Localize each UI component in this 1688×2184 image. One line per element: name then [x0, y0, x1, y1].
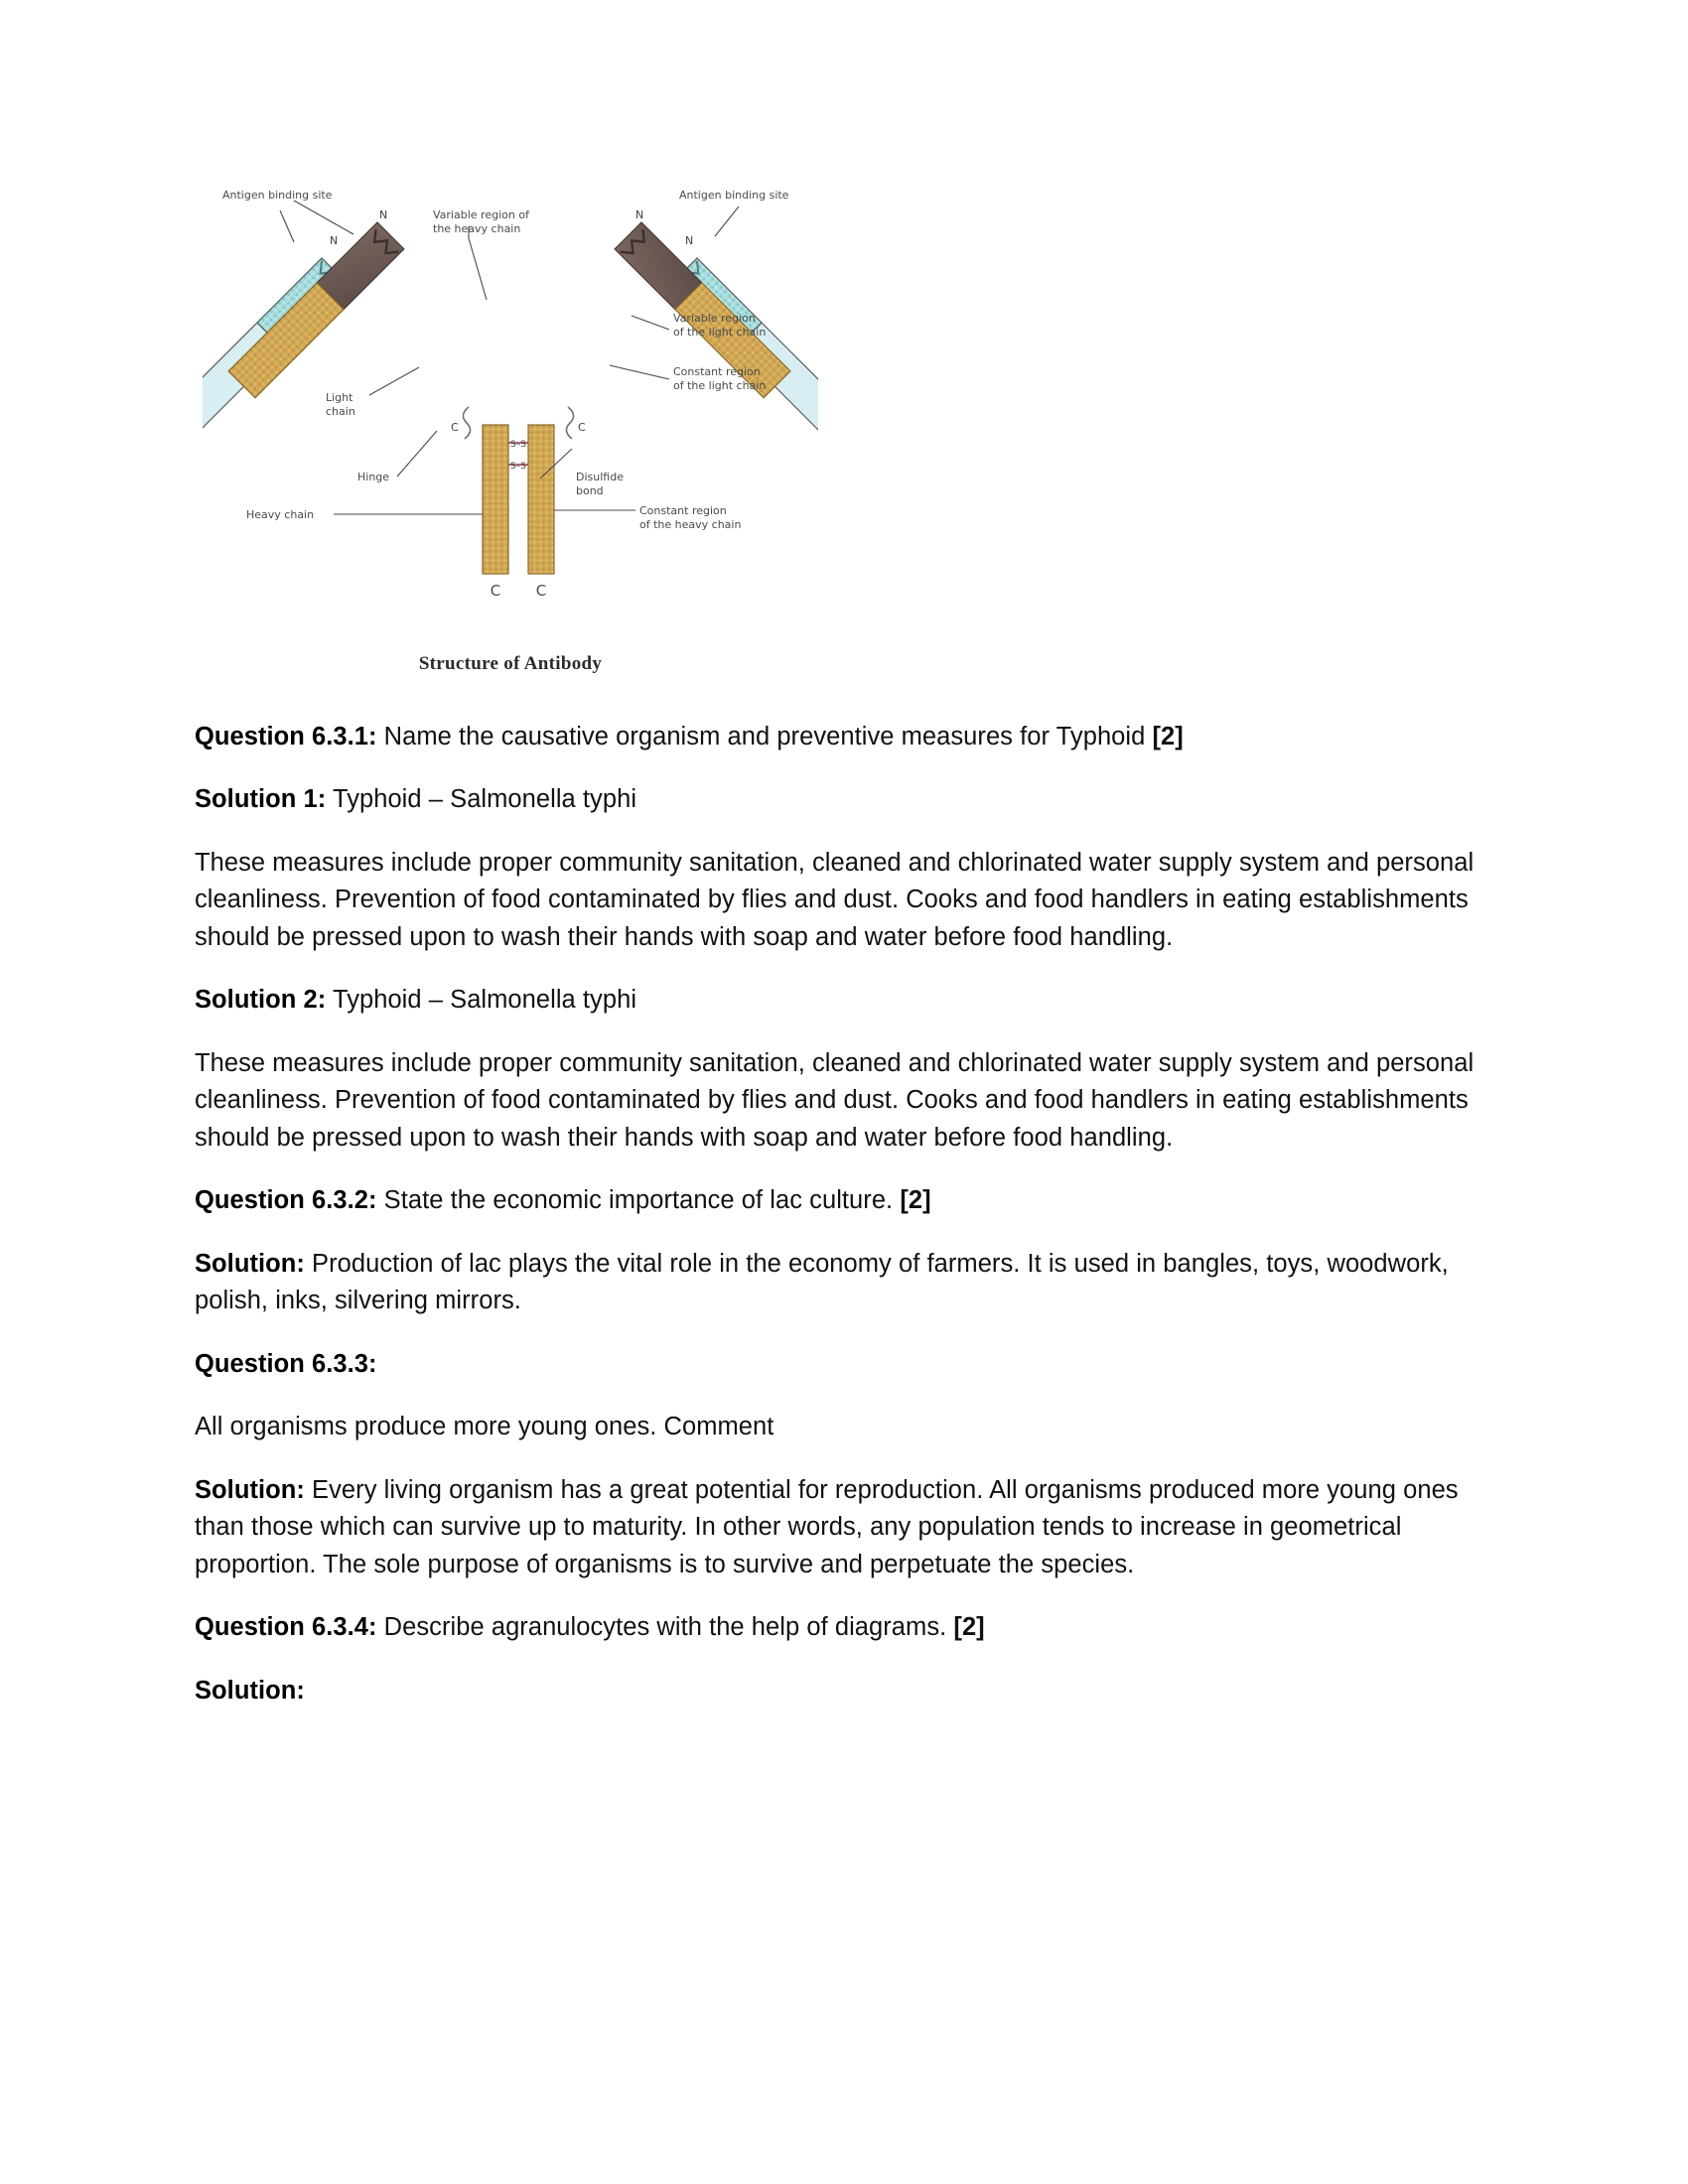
question-6-3-3-body: All organisms produce more young ones. Comment [195, 1413, 774, 1441]
solution-2-text: Typhoid – Salmonella typhi [326, 986, 637, 1015]
label-constant-light-line1: Constant region [673, 365, 761, 378]
c-terminus-light-left: C [451, 421, 459, 434]
question-6-3-4 [195, 1609, 1485, 1646]
label-disulfide-line1: Disulfide [576, 471, 624, 483]
label-antigen-binding-site-left: Antigen binding site [222, 189, 333, 202]
question-6-3-1-text: Name the causative organism and preventive measures for Typhoid [376, 723, 1153, 751]
label-disulfide-line2: bond [576, 484, 604, 497]
figure-caption: Structure of Antibody [418, 653, 603, 674]
solution-2-lead: Solution 2: [195, 986, 327, 1015]
c-terminus-light-right: C [578, 421, 586, 434]
label-variable-heavy-line2: the heavy chain [433, 222, 521, 235]
solution-1-text: Typhoid – Salmonella typhi [326, 785, 637, 814]
solution-6-3-2 [195, 1246, 1485, 1320]
label-variable-heavy-line1: Variable region of [433, 208, 529, 221]
solution-6-3-3 [195, 1472, 1485, 1583]
document-content [195, 0, 1485, 1735]
label-variable-light-line1: Variable region [673, 312, 756, 325]
question-6-3-4-marks: [2] [953, 1613, 985, 1642]
solution-6-3-2-lead: Solution: [195, 1249, 305, 1278]
label-variable-light-line2: of the light chain [673, 326, 767, 339]
question-6-3-3-lead: Question 6.3.3: [195, 1349, 377, 1378]
antibody-diagram [203, 181, 818, 647]
ss-bond-label-2: S–S [510, 462, 526, 472]
c-terminus-heavy-right: C [535, 582, 547, 600]
question-6-3-2 [195, 1182, 1485, 1219]
antibody-figure-block [195, 0, 1485, 675]
label-light-chain-line1: Light [326, 391, 353, 404]
label-constant-heavy-line1: Constant region [639, 504, 727, 517]
solution-1-lead: Solution 1: [195, 785, 327, 814]
solution-6-3-4 [195, 1673, 1485, 1709]
question-6-3-1-lead: Question 6.3.1: [195, 723, 377, 751]
c-terminus-heavy-left: C [490, 582, 501, 600]
question-6-3-1 [195, 719, 1485, 755]
question-6-3-2-marks: [2] [900, 1186, 931, 1215]
ss-bond-label-1: S–S [510, 440, 526, 450]
n-terminus-right-outer: N [685, 234, 694, 247]
solution-1-heading [195, 781, 1485, 818]
solution-6-3-3-lead: Solution: [195, 1475, 305, 1504]
question-6-3-3 [195, 1346, 1485, 1383]
solution-2-paragraph: These measures include proper community sanitation, cleaned and chlorinated water supply system and personal cleanliness. Prevention of food contaminated by flies and dust. Cooks and food handlers in eating establishments should be pressed upon to wash their hands with soap and water before food handling. [195, 1048, 1475, 1152]
solution-6-3-2-text: Production of lac plays the vital role in the economy of farmers. It is used in bangles, toys, woodwork, polish, inks, silvering mirrors. [195, 1249, 1449, 1315]
n-terminus-left-outer: N [330, 234, 339, 247]
n-terminus-right-inner: N [635, 208, 644, 221]
question-6-3-2-text: State the economic importance of lac culture. [376, 1186, 901, 1215]
question-6-3-2-lead: Question 6.3.2: [195, 1186, 377, 1215]
label-hinge: Hinge [357, 471, 390, 483]
solution-6-3-4-lead: Solution: [195, 1676, 305, 1705]
solution-6-3-3-text: Every living organism has a great potential for reproduction. All organisms produced more young ones than those which can survive up to maturity. In other words, any population tends to increase in geometrical proportion. The sole purpose of organisms is to survive and perpetuate the species. [195, 1475, 1459, 1578]
n-terminus-left-inner: N [379, 208, 388, 221]
label-antigen-binding-site-right: Antigen binding site [679, 189, 789, 202]
solution-1-paragraph: These measures include proper community sanitation, cleaned and chlorinated water supply system and personal cleanliness. Prevention of food contaminated by flies and dust. Cooks and food handlers in eating establishments should be pressed upon to wash their hands with soap and water before food handling. [195, 848, 1475, 951]
label-light-chain-line2: chain [326, 405, 355, 418]
label-constant-heavy-line2: of the heavy chain [639, 518, 742, 531]
solution-2-heading [195, 982, 1485, 1019]
label-constant-light-line2: of the light chain [673, 379, 767, 392]
label-heavy-chain: Heavy chain [246, 508, 315, 521]
question-6-3-4-text: Describe agranulocytes with the help of diagrams. [376, 1613, 954, 1642]
question-6-3-1-marks: [2] [1152, 723, 1184, 751]
question-6-3-4-lead: Question 6.3.4: [195, 1613, 377, 1642]
